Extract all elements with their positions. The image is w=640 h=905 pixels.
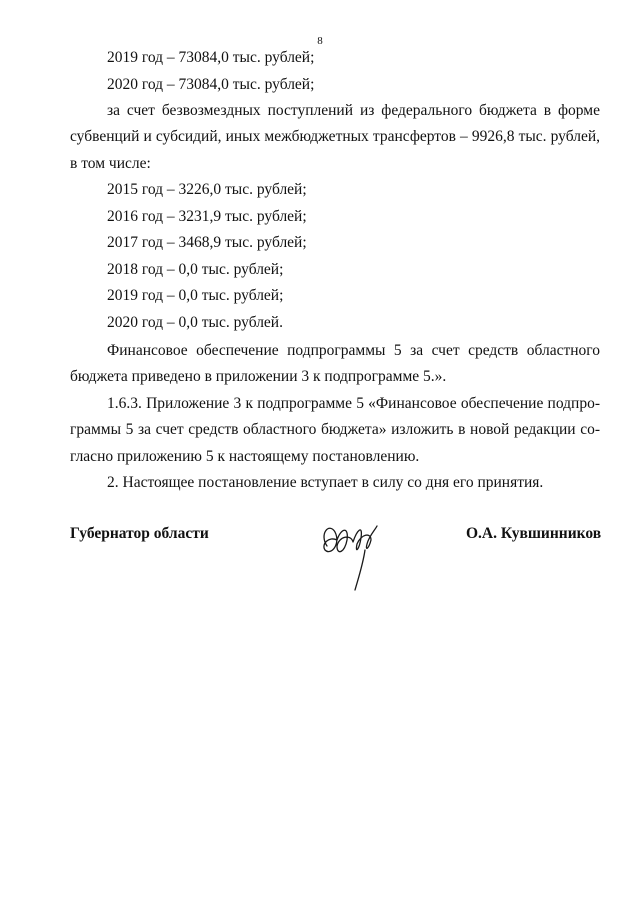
financing-paragraph-line-1: Финансовое обеспечение подпрограммы 5 за счет средств областного xyxy=(107,342,600,359)
signatory-title: Губернатор области xyxy=(70,525,209,542)
item-1-6-3-line-2: граммы 5 за счет средств областного бюджета» изложить в новой редакции со- xyxy=(70,421,600,438)
item-1-6-3-line-1: 1.6.3. Приложение 3 к подпрограмме 5 «Финансовое обеспечение подпро- xyxy=(107,395,600,412)
year-2019-line: 2019 год – 0,0 тыс. рублей; xyxy=(107,287,284,304)
federal-paragraph-line-3: в том числе: xyxy=(70,155,151,172)
line-2020-allocation: 2020 год – 73084,0 тыс. рублей; xyxy=(107,76,315,93)
federal-paragraph-line-2: субвенций и субсидий, иных межбюджетных трансфертов – 9926,8 тыс. рублей, xyxy=(70,128,600,145)
year-2015-line: 2015 год – 3226,0 тыс. рублей; xyxy=(107,181,307,198)
financing-paragraph-line-2: бюджета приведено в приложении 3 к подпрограмме 5.». xyxy=(70,368,447,385)
year-2017-line: 2017 год – 3468,9 тыс. рублей; xyxy=(107,234,307,251)
item-2-line: 2. Настоящее постановление вступает в силу со дня его принятия. xyxy=(107,474,544,491)
handwritten-signature-icon xyxy=(315,516,385,596)
federal-paragraph-line-1: за счет безвозмездных поступлений из федерального бюджета в форме xyxy=(107,102,600,119)
page-number: 8 xyxy=(317,35,323,47)
year-2020-line: 2020 год – 0,0 тыс. рублей. xyxy=(107,314,283,331)
item-1-6-3-line-3: гласно приложению 5 к настоящему постановлению. xyxy=(70,448,420,465)
year-2016-line: 2016 год – 3231,9 тыс. рублей; xyxy=(107,208,307,225)
year-2018-line: 2018 год – 0,0 тыс. рублей; xyxy=(107,261,284,278)
signature-block xyxy=(70,524,600,604)
line-2019-allocation: 2019 год – 73084,0 тыс. рублей; xyxy=(107,49,315,66)
signatory-name: О.А. Кувшинников xyxy=(466,525,602,542)
